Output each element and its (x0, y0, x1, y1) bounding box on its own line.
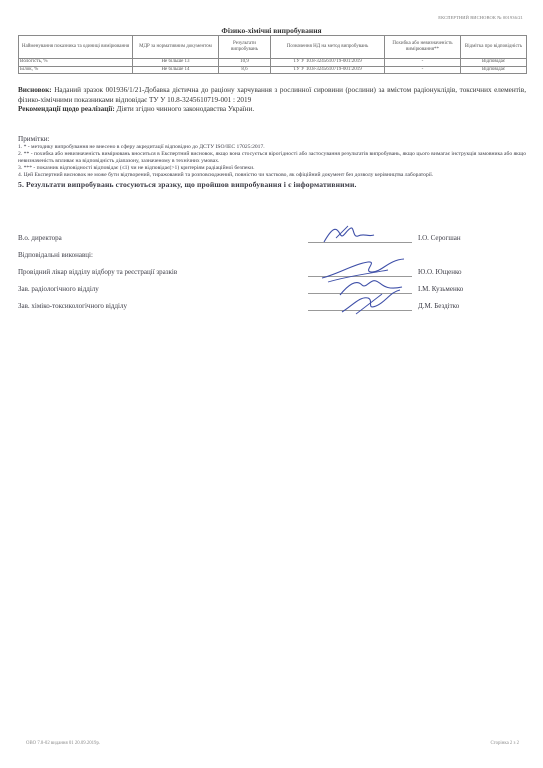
table-cell: Білок, % (19, 66, 133, 74)
note-item: 1. * - методику випробування не внесено в сферу акредитації відповідно до ДСТУ ISO/IEC 17025:2017. (18, 144, 265, 150)
conclusion-text: Наданий зразок 001936/1/21-Добавка дієтична до раціону харчування з рослинної сировини (рослини) за вмістом радіонуклідів, токсичних елементів, фізико-хімічними показниками відповідає ТУ У 10.8-3245610719-001 : 2019 (18, 86, 526, 104)
signature-scribble (318, 224, 378, 248)
table-cell: ТУ У 10.8-3245610719-001:2019 (271, 59, 385, 67)
executor-signature-row (18, 302, 526, 314)
signature-scribble (336, 288, 406, 318)
column-header: Найменування показника та одиниці вимірювання (19, 36, 133, 59)
column-header: МДР за нормативним документом (133, 36, 219, 59)
footer-form-code: ОВО 7.8-02 видання 01 20.09.2019р. (26, 741, 101, 746)
note-item: 2. ** - похибка або невизначеність вимірювань вноситься в Експертний висновок, якщо вона стосується вірогідності або застосування результатів випробувань, якщо цього вимагає інструкція замовника або якщо невизначеність впливає на відповідність діапазону, зазначеному в технічних умовах. (18, 150, 526, 164)
conclusion-label: Висновок: (18, 86, 52, 94)
note-item: 3. *** - показник відповідності відповідає (≤1) чи не відповідає(>1) критеріям радіаційної безпеки. (18, 164, 255, 171)
conclusion-block (18, 86, 526, 115)
column-header: Відмітка про відповідність (461, 36, 527, 59)
director-signature-row (18, 234, 526, 246)
table-cell: Відповідає (461, 66, 527, 74)
recommendation-text: Діяти згідно чинного законодавства України. (116, 105, 255, 114)
executor-position: Зав. радіологічного відділу (18, 285, 99, 293)
executor-position: Провідний лікар відділу відбору та реєстрації зразків (18, 268, 178, 276)
director-label: В.о. директора (18, 234, 62, 242)
executor-signature-row (18, 268, 526, 280)
table-cell: Відповідає (461, 59, 527, 67)
results-table (18, 35, 527, 74)
table-cell: 10,9 (219, 59, 271, 67)
executors-heading-row (18, 251, 526, 263)
notes-block (18, 135, 526, 190)
footer-page-number: Сторінка 2 з 2 (490, 741, 519, 746)
document-code: ЕКСПЕРТНИЙ ВИСНОВОК № 001936/21 (438, 15, 523, 20)
executor-position: Зав. хіміко-токсикологічного відділу (18, 302, 127, 310)
recommendation-label: Рекомендації щодо реалізації: (18, 105, 115, 114)
column-header: Позначення НД на метод випробувань (271, 36, 385, 59)
table-row (19, 59, 527, 67)
director-name: І.О. Серогшан (418, 234, 461, 242)
table-header-row (19, 36, 527, 59)
column-header: Похибка або невизначеність вимірювання** (385, 36, 461, 59)
executor-name: Ю.О. Ющенко (418, 268, 462, 276)
table-title: Фізико-хімічні випробування (221, 26, 322, 35)
table-row (19, 66, 527, 74)
table-cell: ТУ У 10.8-3245610719-001:2019 (271, 66, 385, 74)
executors-label: Відповідальні виконавці: (18, 251, 93, 259)
table-cell: - (385, 59, 461, 67)
executor-name: І.М. Кузьменко (418, 285, 464, 293)
table-cell: - (385, 66, 461, 74)
column-header: Результати випробувань (219, 36, 271, 59)
note-final: 5. Результати випробувань стосуються зразку, що пройшов випробування і є інформативними. (18, 179, 357, 189)
executor-name: Д.М. Бездітко (418, 302, 460, 310)
table-cell: Не більше 14 (133, 66, 219, 74)
table-cell: Вологість, % (19, 59, 133, 67)
executor-signature-row (18, 285, 526, 297)
table-cell: 8,6 (219, 66, 271, 74)
note-item: 4. Цей Експертний висновок не може бути відтворений, тиражований та розповсюджений, повністю чи частково, як офіційний документ без дозволу керівництва лабораторії. (18, 171, 434, 178)
notes-heading: Примітки: (18, 135, 50, 143)
table-cell: Не більше 13 (133, 59, 219, 67)
